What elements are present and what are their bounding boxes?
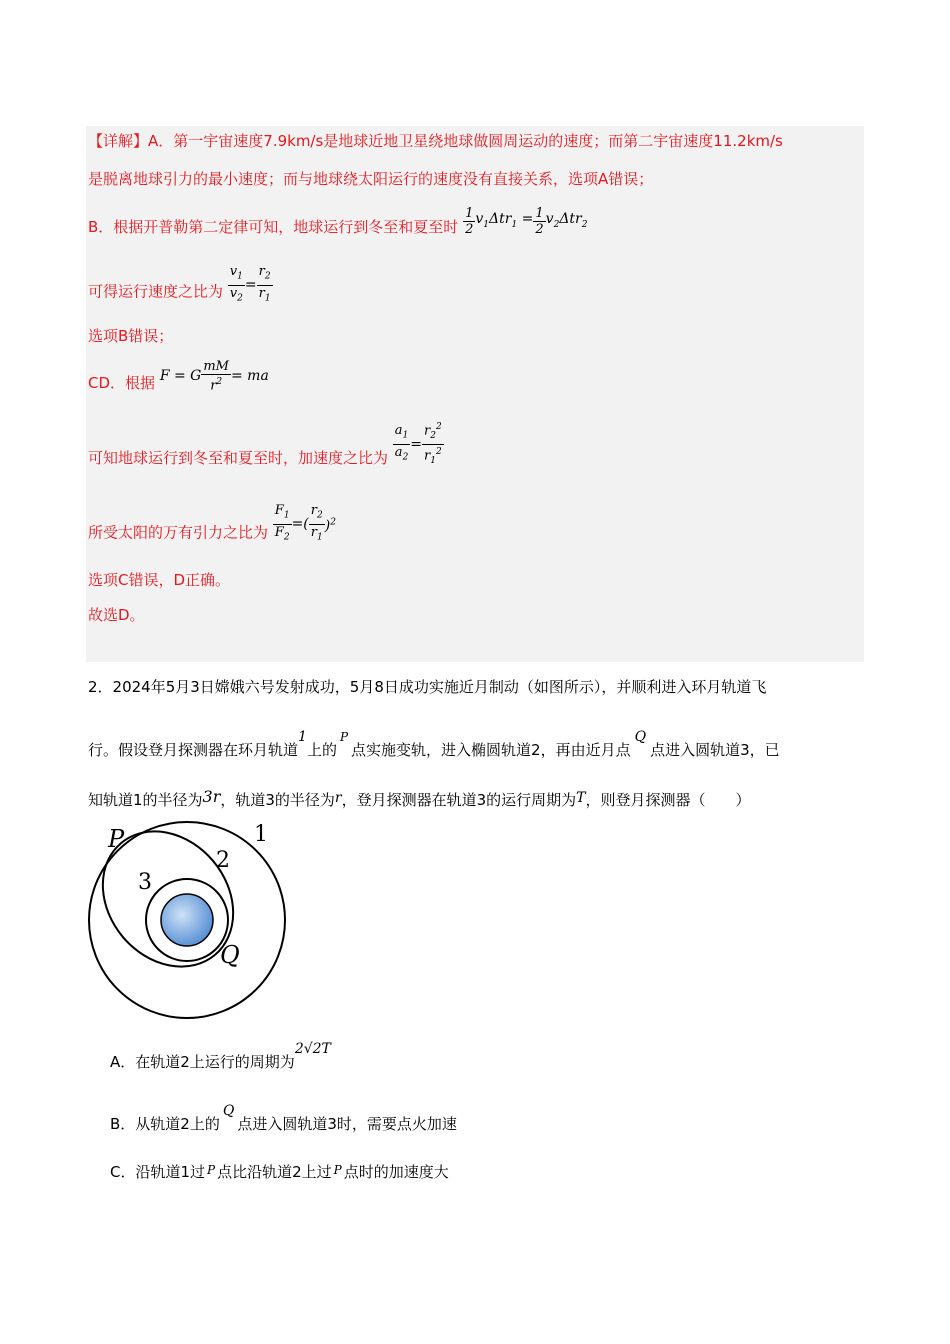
option-b-text-a: B．从轨道2上的 [110,1115,220,1133]
option-b-point-q: Q [222,1103,235,1119]
label-p: P [108,825,125,853]
answer-line-8-text: 所受太阳的万有引力之比为 [88,523,269,542]
option-c-text-c: 点时的加速度大 [343,1163,449,1181]
question-line-3 [88,787,751,811]
gravity-formula: F = G $\frac{mM}{r^2}$ = ma [159,359,269,394]
answer-line-4-text: 可得运行速度之比为 [88,282,224,301]
option-c[interactable] [110,1162,449,1183]
answer-line-3-text: B．根据开普勒第二定律可知，地球运行到冬至和夏至时 [88,218,459,236]
option-a-formula: 2√2T [294,1041,331,1057]
answer-line-1 [88,131,783,151]
q2-point-q: Q [634,729,647,745]
q2-text-a: 行。假设登月探测器在环月轨道 [88,741,299,759]
answer-line-5: 选项B错误； [88,327,174,345]
answer-line-6-text: CD．根据 [88,374,156,392]
answer-line-7 [88,422,444,469]
answer-line-8 [88,503,336,545]
answer-line-2: 是脱离地球引力的最小速度；而与地球绕太阳运行的速度没有直接关系，选项A错误； [88,170,654,188]
orbit-diagram [80,815,320,1025]
velocity-ratio-formula: $\frac{v_1}{v_2}$ = $\frac{r_2}{r_1}$ [229,264,271,304]
answer-line-1-text: A．第一宇宙速度7.9km/s是地球近地卫星绕地球做圆周运动的速度；而第二宇宙速度11.2km/s [148,132,783,150]
q3-text-g: ，则登月探测器（ ） [585,791,751,809]
answer-line-7-text: 可知地球运行到冬至和夏至时，加速度之比为 [88,449,389,467]
q3-period-t: T [576,790,586,806]
option-c-text-b: 点比沿轨道2上过 [217,1163,332,1181]
answer-line-4 [88,264,273,306]
q3-text-e: ，登月探测器在轨道3的运行周期为 [341,791,577,809]
answer-line-10: 故选D。 [88,606,145,624]
answer-tag: 【详解】 [88,132,149,150]
q3-radius-3r: 3r [202,787,221,806]
answer-line-9: 选项C错误，D正确。 [88,571,231,589]
label-orbit-3: 3 [138,870,152,895]
label-orbit-2: 2 [216,848,230,873]
moon [161,894,213,946]
q2-point-p: P [339,730,349,744]
label-orbit-1: 1 [254,822,268,847]
option-c-point-p2: P [333,1163,342,1177]
question-line-1: 2．2024年5月3日嫦娥六号发射成功，5月8日成功实施近月制动（如图所示），并顺利进入环月轨道飞 [88,678,767,696]
q2-text-e: 点实施变轨，进入椭圆轨道2，再由近月点 [351,741,631,759]
q3-text-c: ，轨道3的半径为 [220,791,335,809]
acceleration-ratio-formula: $\frac{a_1}{a_2}$ = $\frac{r_2^2}{r_1^2}$ [394,422,442,466]
question-line-2 [88,729,780,761]
option-b-text-b: 点进入圆轨道3时，需要点火加速 [237,1115,457,1133]
q2-text-c: 上的 [306,741,337,759]
option-a[interactable] [110,1041,331,1073]
force-ratio-formula: $\frac{F_1}{F_2}$ =( $\frac{r_2}{r_1}$ )$^2$ [274,503,336,543]
option-b[interactable] [110,1103,457,1135]
option-c-point-p1: P [207,1163,216,1177]
option-a-text: A．在轨道2上运行的周期为 [110,1053,295,1071]
option-c-text-a: C．沿轨道1过 [110,1163,206,1181]
answer-line-3 [88,206,588,237]
q2-text-g: 点进入圆轨道3，已 [650,741,780,759]
q2-orbit-1: 1 [298,729,307,745]
label-q: Q [220,941,240,969]
q3-radius-r: r [334,790,342,806]
answer-line-6 [88,359,269,394]
kepler-formula: $\frac{1}{2}$ $v_1\Delta tr_1$ = $\frac{1}{2}$ $v_2\Delta tr_2$ [465,206,588,237]
q3-text-a: 知轨道1的半径为 [88,791,203,809]
